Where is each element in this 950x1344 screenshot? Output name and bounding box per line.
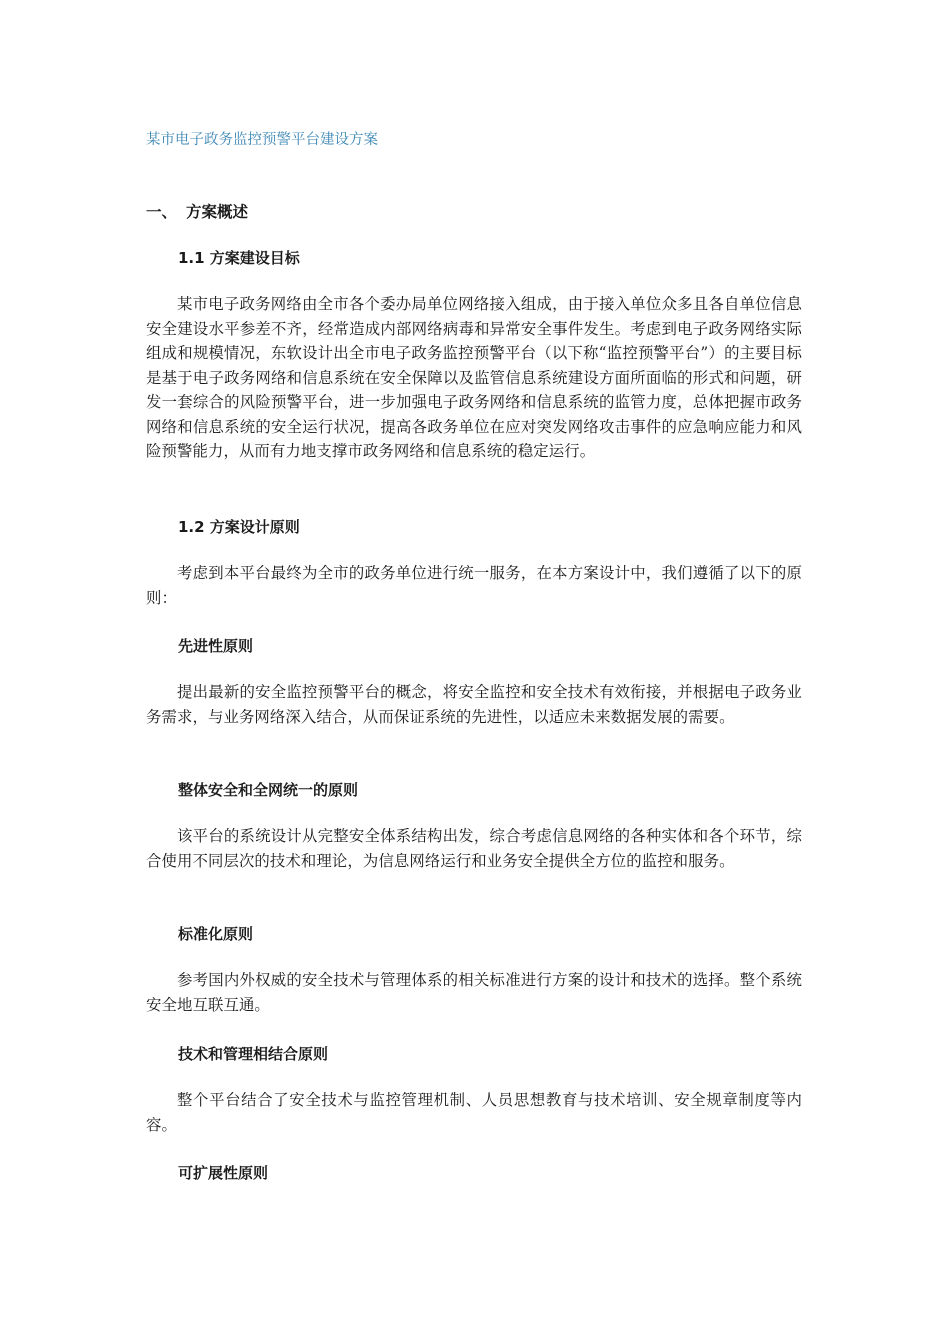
principle-heading-overall-security: 整体安全和全网统一的原则 xyxy=(178,781,359,799)
principle-text-advanced: 提出最新的安全监控预警平台的概念，将安全监控和安全技术有效衔接，并根据电子政务业务需求，与业务网络深入结合，从而保证系统的先进性，以适应未来数据发展的需要。 xyxy=(146,683,802,726)
section-heading-text: 方案概述 xyxy=(186,203,249,221)
principle-text-tech-management: 整个平台结合了安全技术与监控管理机制、人员思想教育与技术培训、安全规章制度等内容。 xyxy=(146,1091,802,1134)
subsection-heading-goals: 1.1 方案建设目标 xyxy=(178,249,300,267)
principle-text-overall-security: 该平台的系统设计从完整安全体系结构出发，综合考虑信息网络的各种实体和各个环节，综合使用不同层次的技术和理论，为信息网络运行和业务安全提供全方位的监控和服务。 xyxy=(146,827,802,870)
paragraph-goals: 某市电子政务网络由全市各个委办局单位网络接入组成，由于接入单位众多且各自单位信息安全建设水平参差不齐，经常造成内部网络病毒和异常安全事件发生。考虑到电子政务网络实际组成和规模情况，东软设计出全市电子政务监控预警平台（以下称“监控预警平台”）的主要目标是基于电子政务网络和信息系统在安全保障以及监管信息系统建设方面所面临的形式和问题，研发一套综合的风险预警平台，进一步加强电子政务网络和信息系统的监管力度，总体把握市政务网络和信息系统的安全运行状况，提高各政务单位在应对突发网络攻击事件的应急响应能力和风险预警能力，从而有力地支撑市政务网络和信息系统的稳定运行。 xyxy=(146,295,802,460)
subsection-heading-principles: 1.2 方案设计原则 xyxy=(178,518,300,536)
principle-heading-scalability: 可扩展性原则 xyxy=(178,1164,269,1182)
principle-text-standardization: 参考国内外权威的安全技术与管理体系的相关标准进行方案的设计和技术的选择。整个系统安全地互联互通。 xyxy=(146,971,802,1014)
section-heading xyxy=(146,200,248,222)
document-title: 某市电子政务监控预警平台建设方案 xyxy=(146,132,378,148)
principle-heading-tech-management: 技术和管理相结合原则 xyxy=(178,1045,329,1063)
principle-heading-standardization: 标准化原则 xyxy=(178,925,254,943)
principle-heading-advanced: 先进性原则 xyxy=(178,637,254,655)
section-number: 一、 xyxy=(146,203,178,221)
paragraph-principles-intro: 考虑到本平台最终为全市的政务单位进行统一服务，在本方案设计中，我们遵循了以下的原则： xyxy=(146,564,802,607)
